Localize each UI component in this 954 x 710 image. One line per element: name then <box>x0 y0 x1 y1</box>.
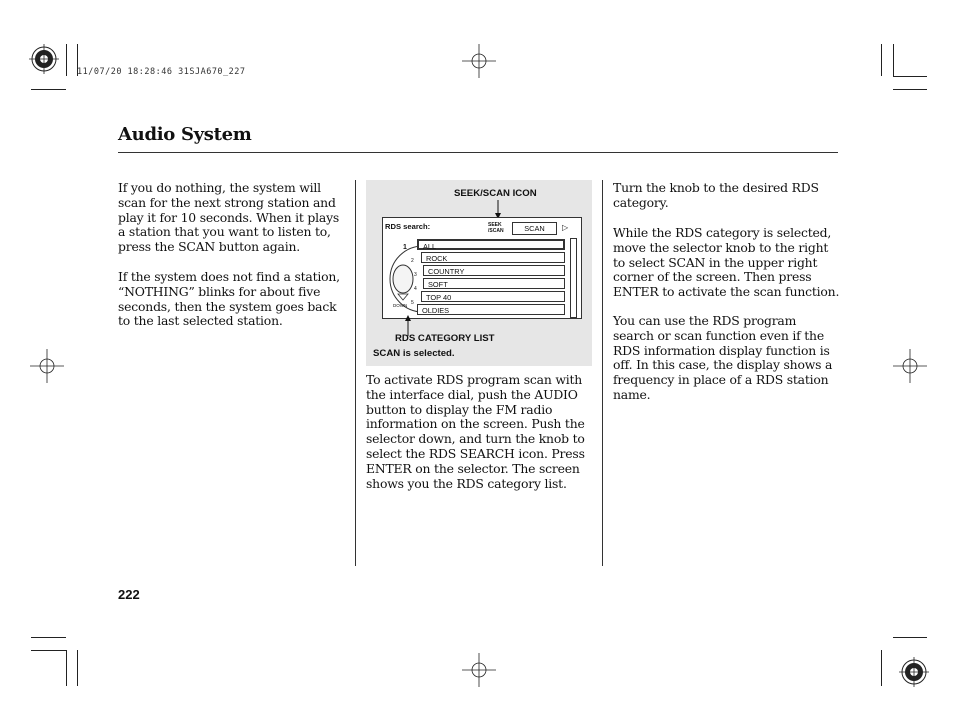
play-arrow-icon: ▷ <box>562 223 569 232</box>
right-paragraph-2: While the RDS category is selected, move the selector knob to the right to select SCAN in the upper right corner of the screen. Then press ENTER to activate the scan function. <box>613 225 840 300</box>
crop-mark <box>66 650 67 686</box>
crosshair-icon <box>462 44 496 78</box>
column-divider <box>355 180 356 566</box>
item-number: 1 <box>403 244 407 251</box>
print-stamp: 11/07/20 18:28:46 31SJA670_227 <box>77 67 246 77</box>
heading-rule <box>118 152 838 153</box>
registration-target-icon <box>29 44 59 74</box>
crop-mark <box>893 89 927 90</box>
crop-mark <box>893 44 894 76</box>
crop-mark <box>881 650 882 686</box>
category-item-soft[interactable]: SOFT <box>423 278 565 289</box>
item-number: 3 <box>414 272 417 278</box>
seek-scan-caption: SEEK/SCAN ICON <box>454 188 537 199</box>
category-item-top40[interactable]: TOP 40 <box>421 291 565 302</box>
crosshair-icon <box>462 653 496 687</box>
dial-down-label: DOWN <box>393 303 408 308</box>
crop-mark <box>31 637 66 638</box>
scrollbar[interactable] <box>570 238 577 318</box>
seek-label: SEEK <box>488 222 502 228</box>
section-title: Audio System <box>118 124 252 145</box>
seek-scan-icon[interactable] <box>488 222 504 234</box>
left-paragraph-1: If you do nothing, the system will scan for the next strong station and play it for 10 seconds. When it plays a station that you want to listen to, press the SCAN button again. <box>118 180 340 255</box>
right-paragraph-3: You can use the RDS program search or scan function even if the RDS information display function is off. In this case, the display shows a frequency in place of a RDS station name. <box>613 313 833 402</box>
right-paragraph-1: Turn the knob to the desired RDS category. <box>613 180 819 210</box>
column-divider <box>602 180 603 566</box>
crop-mark <box>893 637 927 638</box>
rds-search-label: RDS search: <box>385 222 431 231</box>
category-item-country[interactable]: COUNTRY <box>423 265 565 276</box>
registration-target-icon <box>899 657 929 687</box>
crosshair-icon <box>893 349 927 383</box>
category-item-rock[interactable]: ROCK <box>421 252 565 263</box>
crop-mark <box>31 89 66 90</box>
scan-selected-caption: SCAN is selected. <box>373 348 455 359</box>
middle-paragraph-1: To activate RDS program scan with the interface dial, push the AUDIO button to display the FM radio information on the screen. Push the selector down, and turn the knob to select the RDS SEARCH icon. Press ENTER on the selector. The screen shows you the RDS category list. <box>366 372 585 491</box>
left-paragraph-2: If the system does not find a station, “NOTHING” blinks for about five seconds, then the system goes back to the last selected station. <box>118 269 340 329</box>
category-item-all[interactable]: ALL <box>417 239 565 250</box>
rds-figure <box>366 180 592 366</box>
scan-label: /SCAN <box>488 228 504 234</box>
item-number: 2 <box>411 258 414 264</box>
crosshair-icon <box>30 349 64 383</box>
category-item-oldies[interactable]: OLDIES <box>417 304 565 315</box>
scan-button[interactable]: SCAN <box>512 222 557 235</box>
crop-mark <box>881 44 882 76</box>
crop-mark <box>893 76 927 77</box>
rds-screen <box>382 217 582 319</box>
page-number: 222 <box>118 587 140 602</box>
crop-mark <box>77 650 78 686</box>
rds-category-list-caption: RDS CATEGORY LIST <box>395 333 495 344</box>
item-number: 4 <box>414 286 417 292</box>
crop-mark <box>66 44 67 76</box>
crop-mark <box>31 650 66 651</box>
item-number: 5 <box>411 300 414 306</box>
